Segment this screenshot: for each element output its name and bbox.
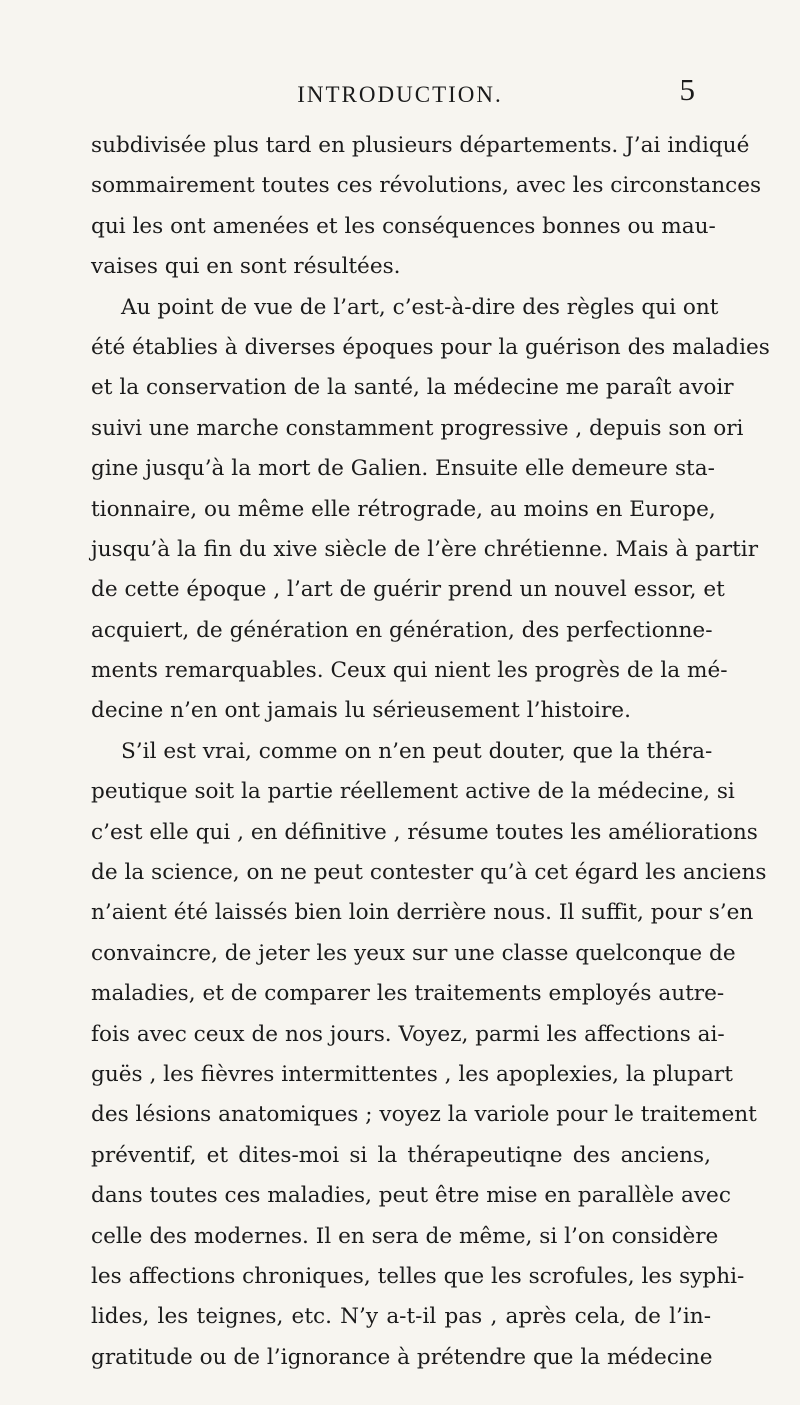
body-text	[91, 126, 770, 1378]
text-line: n’aient été laissés bien loin derrière nous. Il suffit, pour s’en	[91, 900, 754, 926]
text-line: guës , les fièvres intermittentes , les apoplexies, la plupart	[91, 1061, 733, 1087]
text-line: vaises qui en sont résultées.	[91, 254, 401, 280]
text-line: peutique soit la partie réellement active de la médecine, si	[91, 779, 735, 805]
text-line: gratitude ou de l’ignorance à prétendre que la médecine	[91, 1344, 713, 1370]
text-line: acquiert, de génération en génération, des perfectionne-	[91, 617, 713, 643]
text-line: decine n’en ont jamais lu sérieusement l’histoire.	[91, 698, 631, 724]
page-number: 5	[679, 72, 695, 107]
text-line: qui les ont amenées et les conséquences bonnes ou mau-	[91, 213, 716, 239]
text-line: jusqu’à la fin du xive siècle de l’ère chrétienne. Mais à partir	[91, 536, 759, 562]
text-line: gine jusqu’à la mort de Galien. Ensuite elle demeure sta-	[91, 456, 715, 482]
text-line: S’il est vrai, comme on n’en peut douter, que la théra-	[121, 738, 713, 764]
text-line: maladies, et de comparer les traitements employés autre-	[91, 981, 725, 1007]
text-line: sommairement toutes ces révolutions, avec les circonstances	[91, 173, 762, 199]
text-line: été établies à diverses époques pour la guérison des maladies	[91, 334, 770, 360]
text-line: les affections chroniques, telles que les scrofules, les syphi-	[91, 1263, 745, 1289]
text-line: de la science, on ne peut contester qu’à cet égard les anciens	[91, 860, 767, 886]
text-line: et la conservation de la santé, la médecine me paraît avoir	[91, 375, 734, 401]
text-line: dans toutes ces maladies, peut être mise en parallèle avec	[91, 1183, 731, 1209]
text-line: celle des modernes. Il en sera de même, si l’on considère	[91, 1223, 719, 1249]
text-line: lides, les teignes, etc. N’y a-t-il pas , après cela, de l’in-	[91, 1304, 711, 1330]
text-line: préventif, et dites-moi si la thérapeutiqne des anciens,	[91, 1142, 711, 1168]
text-line: convaincre, de jeter les yeux sur une classe quelconque de	[91, 940, 736, 966]
running-title: INTRODUCTION.	[297, 82, 503, 107]
text-line: tionnaire, ou même elle rétrograde, au moins en Europe,	[91, 496, 716, 522]
text-line: suivi une marche constamment progressive , depuis son ori	[91, 415, 744, 441]
text-line: Au point de vue de l’art, c’est-à-dire des règles qui ont	[121, 294, 719, 320]
text-line: des lésions anatomiques ; voyez la variole pour le traitement	[91, 1102, 757, 1128]
text-line: de cette époque , l’art de guérir prend un nouvel essor, et	[91, 577, 725, 603]
text-line: c’est elle qui , en définitive , résume toutes les améliorations	[91, 819, 758, 845]
text-line: fois avec ceux de nos jours. Voyez, parmi les affections ai-	[91, 1021, 725, 1047]
text-line: ments remarquables. Ceux qui nient les progrès de la mé-	[91, 658, 728, 684]
text-line: subdivisée plus tard en plusieurs départements. J’ai indiqué	[91, 133, 750, 158]
